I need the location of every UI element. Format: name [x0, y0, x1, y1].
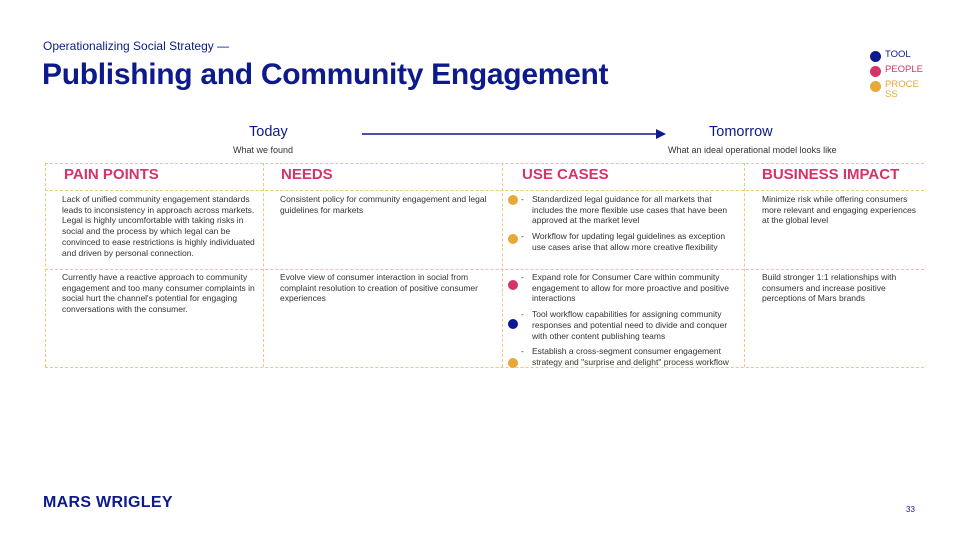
legend-label: PEOPLE [885, 64, 924, 75]
page-number: 33 [906, 505, 915, 514]
people-dot-icon [508, 280, 518, 290]
column-header-use-cases: USE CASES [522, 166, 609, 183]
legend-item-process [870, 80, 950, 100]
table-cell-need: Consistent policy for community engagement and legal guidelines for markets [280, 194, 487, 215]
table-cell-impact: Minimize risk while offering consumers more relevant and engaging experiences at the global level [762, 194, 917, 226]
legend-dot-icon [870, 51, 881, 62]
column-header-needs: NEEDS [281, 166, 333, 183]
table-cell-impact: Build stronger 1:1 relationships with consumers and increase positive perceptions of Mars brands [762, 272, 897, 304]
process-dot-icon [508, 195, 518, 205]
table-cell-use-cases [521, 272, 741, 373]
table-rule [45, 190, 924, 191]
use-case-item [521, 194, 741, 226]
table-rule [744, 163, 745, 367]
tool-dot-icon [508, 319, 518, 329]
use-case-item [521, 272, 741, 304]
table-cell-pain: Currently have a reactive approach to community engagement and too many consumer complaints in social hurt the channel's potential for engaging conversations with the consumer. [62, 272, 255, 315]
table-cell-use-cases [521, 194, 741, 258]
column-header-business-impact: BUSINESS IMPACT [762, 166, 900, 183]
use-case-text: Establish a cross-segment consumer engagement strategy and "surprise and delight" process workflow [532, 346, 729, 367]
legend-item-tool [870, 50, 950, 62]
section-kicker: Operationalizing Social Strategy — [43, 39, 230, 53]
legend-dot-icon [870, 81, 881, 92]
dash-glyph: - [521, 309, 524, 320]
timeline-today-caption: What we found [233, 145, 294, 155]
use-case-item [521, 231, 741, 252]
table-rule [45, 163, 924, 164]
use-case-text: Workflow for updating legal guidelines as exception use cases arise that allow more creative flexibility [532, 231, 726, 252]
column-header-pain-points: PAIN POINTS [64, 166, 159, 183]
table-rule [502, 163, 503, 367]
page-title: Publishing and Community Engagement [42, 58, 609, 91]
use-case-item [521, 309, 741, 341]
table-rule [45, 367, 924, 368]
dash-glyph: - [521, 194, 524, 204]
process-dot-icon [508, 234, 518, 244]
mars-wrigley-logo: MARS WRIGLEY [43, 494, 173, 511]
table-rule [45, 269, 924, 270]
table-cell-need: Evolve view of consumer interaction in social from complaint resolution to creation of positive consumer experiences [280, 272, 478, 304]
use-case-text: Expand role for Consumer Care within community engagement to allow for more proactive and positive interactions [532, 272, 730, 304]
timeline-tomorrow-label: Tomorrow [709, 124, 773, 140]
process-dot-icon [508, 358, 518, 368]
legend [870, 50, 950, 103]
use-case-text: Standardized legal guidance for all markets that includes the more flexible use cases that have been approved at the market level [532, 194, 728, 226]
dash-glyph: - [521, 346, 524, 357]
timeline-today-label: Today [249, 124, 288, 140]
legend-label: PROCESS [885, 79, 919, 100]
timeline-arrow-icon [360, 127, 670, 141]
table-rule [45, 163, 46, 367]
table-rule [263, 163, 264, 367]
dash-glyph: - [521, 272, 524, 282]
legend-dot-icon [870, 66, 881, 77]
dash-glyph: - [521, 231, 524, 242]
use-case-text: Tool workflow capabilities for assigning community responses and potential need to divide and conquer with other content publishing teams [532, 309, 728, 341]
use-case-item [521, 346, 741, 367]
legend-item-people [870, 65, 950, 77]
timeline-tomorrow-caption: What an ideal operational model looks like [668, 145, 837, 155]
table-cell-pain: Lack of unified community engagement standards leads to inconsistency in approach across markets. Legal is highly uncomfortable with taking risks in social and the process by which legal can be convinced to ease restrictions is highly individuated and driven by personal connection. [62, 194, 255, 258]
legend-label: TOOL [885, 49, 911, 60]
